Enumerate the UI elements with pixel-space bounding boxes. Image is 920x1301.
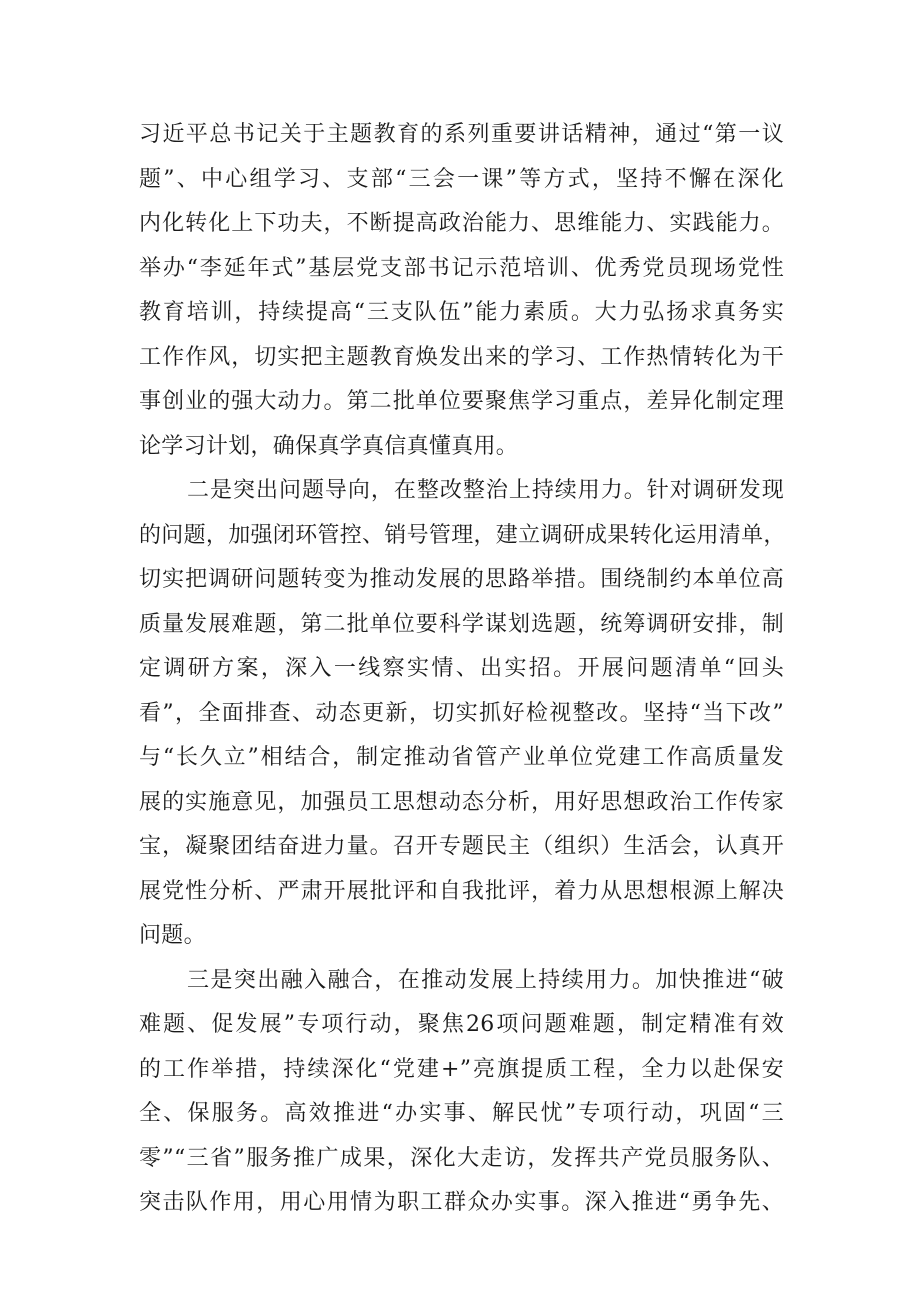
paragraph-3-line-3: 的工作举措，持续深化“党建+”亮旗提质工程，全力以赴保安 — [139, 1056, 784, 1082]
paragraph-1-line-8: 论学习计划，确保真学真信真懂真用。 — [139, 433, 519, 459]
paragraph-2-line-4: 质量发展难题，第二批单位要科学谋划选题，统筹调研安排，制 — [139, 611, 784, 637]
paragraph-2-line-3: 切实把调研问题转变为推动发展的思路举措。围绕制约本单位高 — [139, 567, 784, 592]
body-text — [139, 113, 784, 1226]
paragraph-1-line-7: 事创业的强大动力。第二批单位要聚焦学习重点，差异化制定理 — [139, 389, 784, 414]
paragraph-2-line-5: 定调研方案，深入一线察实情、出实招。开展问题清单“回头 — [139, 656, 784, 681]
paragraph-2-line-8: 展的实施意见，加强员工思想动态分析，用好思想政治工作传家 — [139, 789, 784, 815]
paragraph-3-line-4: 全、保服务。高效推进“办实事、解民忧”专项行动，巩固“三 — [139, 1101, 784, 1126]
paragraph-3-line-5: 零”“三省”服务推广成果，深化大走访，发挥共产党员服务队、 — [139, 1145, 784, 1171]
paragraph-1-line-6: 工作作风，切实把主题教育焕发出来的学习、工作热情转化为干 — [139, 344, 784, 370]
paragraph-3-line-6: 突击队作用，用心用情为职工群众办实事。深入推进“勇争先、 — [139, 1190, 784, 1215]
paragraph-1-line-3: 内化转化上下功夫，不断提高政治能力、思维能力、实践能力。 — [139, 211, 784, 236]
paragraph-2-line-2: 的问题，加强闭环管控、销号管理，建立调研成果转化运用清单， — [139, 522, 786, 548]
paragraph-1-line-4: 举办“李延年式”基层党支部书记示范培训、优秀党员现场党性 — [139, 255, 784, 281]
paragraph-2-line-10: 展党性分析、严肃开展批评和自我批评，着力从思想根源上解决 — [139, 878, 784, 904]
paragraph-3-line-1: 三是突出融入融合，在推动发展上持续用力。加快推进“破 — [187, 967, 784, 993]
paragraph-2-line-1: 二是突出问题导向，在整改整治上持续用力。针对调研发现 — [187, 478, 784, 503]
paragraph-2-line-6: 看”，全面排查、动态更新，切实抓好检视整改。坚持“当下改” — [139, 700, 784, 726]
paragraph-1-line-1: 习近平总书记关于主题教育的系列重要讲话精神，通过“第一议 — [139, 122, 784, 147]
paragraph-2-line-11: 问题。 — [139, 923, 206, 948]
paragraph-1-line-2: 题”、中心组学习、支部“三会一课”等方式，坚持不懈在深化 — [139, 166, 784, 192]
paragraph-1-line-5: 教育培训，持续提高“三支队伍”能力素质。大力弘扬求真务实 — [139, 300, 784, 325]
paragraph-2-line-9: 宝，凝聚团结奋进力量。召开专题民主（组织）生活会，认真开 — [139, 834, 784, 859]
paragraph-3-line-2: 难题、促发展”专项行动，聚焦26项问题难题，制定精准有效 — [139, 1012, 784, 1037]
paragraph-2-line-7: 与“长久立”相结合，制定推动省管产业单位党建工作高质量发 — [139, 745, 784, 770]
